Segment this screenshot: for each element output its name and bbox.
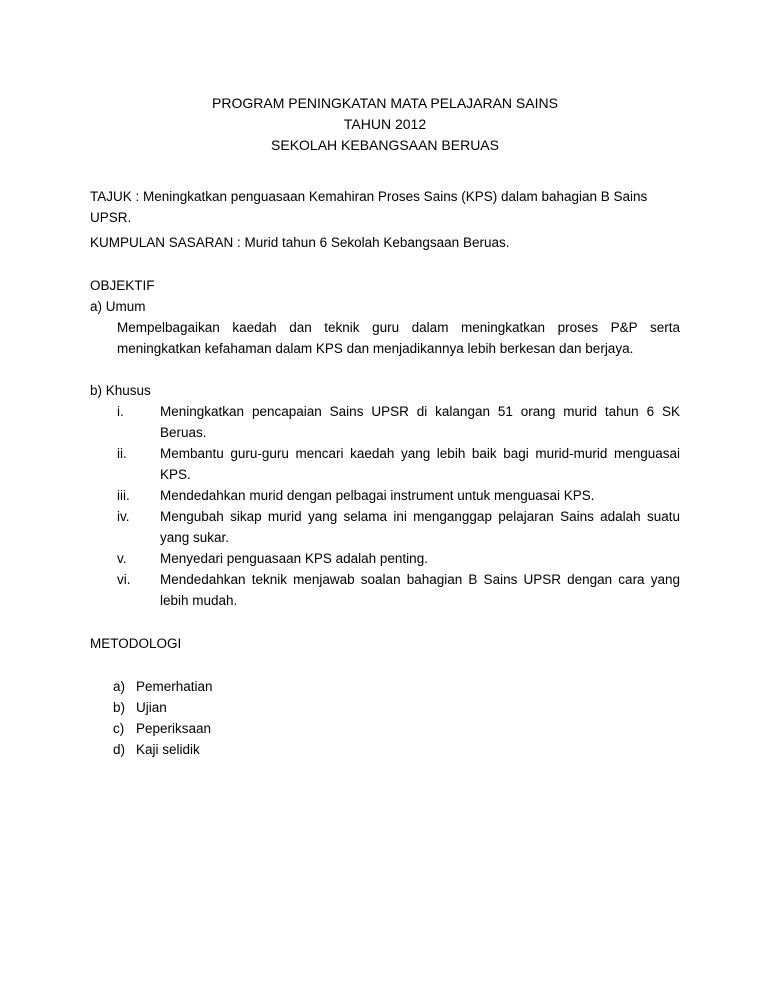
khusus-item-text: Mendedahkan teknik menjawab soalan bahagian B Sains UPSR dengan cara yang lebih mudah. — [160, 572, 680, 608]
khusus-item-text: Mengubah sikap murid yang selama ini menganggap pelajaran Sains adalah suatu yang sukar. — [160, 509, 680, 545]
metodologi-item-text: Kaji selidik — [136, 742, 200, 757]
title-line-3: SEKOLAH KEBANGSAAN BERUAS — [271, 137, 499, 153]
khusus-item-text: Membantu guru-guru mencari kaedah yang lebih baik bagi murid-murid menguasai KPS. — [160, 446, 680, 482]
khusus-item-number: i. — [117, 404, 124, 419]
khusus-item-number: iv. — [117, 509, 130, 524]
title-line-1: PROGRAM PENINGKATAN MATA PELAJARAN SAINS — [212, 95, 558, 111]
khusus-label: b) Khusus — [90, 383, 151, 398]
metodologi-heading: METODOLOGI — [90, 636, 182, 651]
metodologi-item-text: Pemerhatian — [136, 679, 213, 694]
khusus-item-number: iii. — [117, 488, 130, 503]
metodologi-item-letter: b) — [113, 700, 126, 715]
metodologi-item-letter: a) — [113, 679, 126, 694]
khusus-item-text: Menyedari penguasaan KPS adalah penting. — [160, 551, 428, 566]
khusus-item-text: Mendedahkan murid dengan pelbagai instrument untuk menguasai KPS. — [160, 488, 595, 503]
khusus-item-number: v. — [117, 551, 127, 566]
khusus-item-number: vi. — [117, 572, 131, 587]
tajuk-line: TAJUK : Meningkatkan penguasaan Kemahiran Proses Sains (KPS) dalam bahagian B Sains UPSR. — [90, 189, 648, 225]
umum-label: a) Umum — [90, 299, 146, 314]
metodologi-item-letter: c) — [113, 721, 125, 736]
umum-text: Mempelbagaikan kaedah dan teknik guru dalam meningkatkan proses P&P serta meningkatkan kefahaman dalam KPS dan menjadikannya lebih berkesan dan berjaya. — [117, 320, 680, 356]
objektif-heading: OBJEKTIF — [90, 278, 155, 293]
metodologi-item-text: Peperiksaan — [136, 721, 212, 736]
kumpulan-sasaran-line: KUMPULAN SASARAN : Murid tahun 6 Sekolah Kebangsaan Beruas. — [90, 235, 510, 250]
khusus-item-text: Meningkatkan pencapaian Sains UPSR di kalangan 51 orang murid tahun 6 SK Beruas. — [160, 404, 680, 440]
metodologi-item-letter: d) — [113, 742, 126, 757]
metodologi-item-text: Ujian — [136, 700, 167, 715]
title-line-2: TAHUN 2012 — [343, 116, 427, 132]
khusus-item-number: ii. — [117, 446, 127, 461]
